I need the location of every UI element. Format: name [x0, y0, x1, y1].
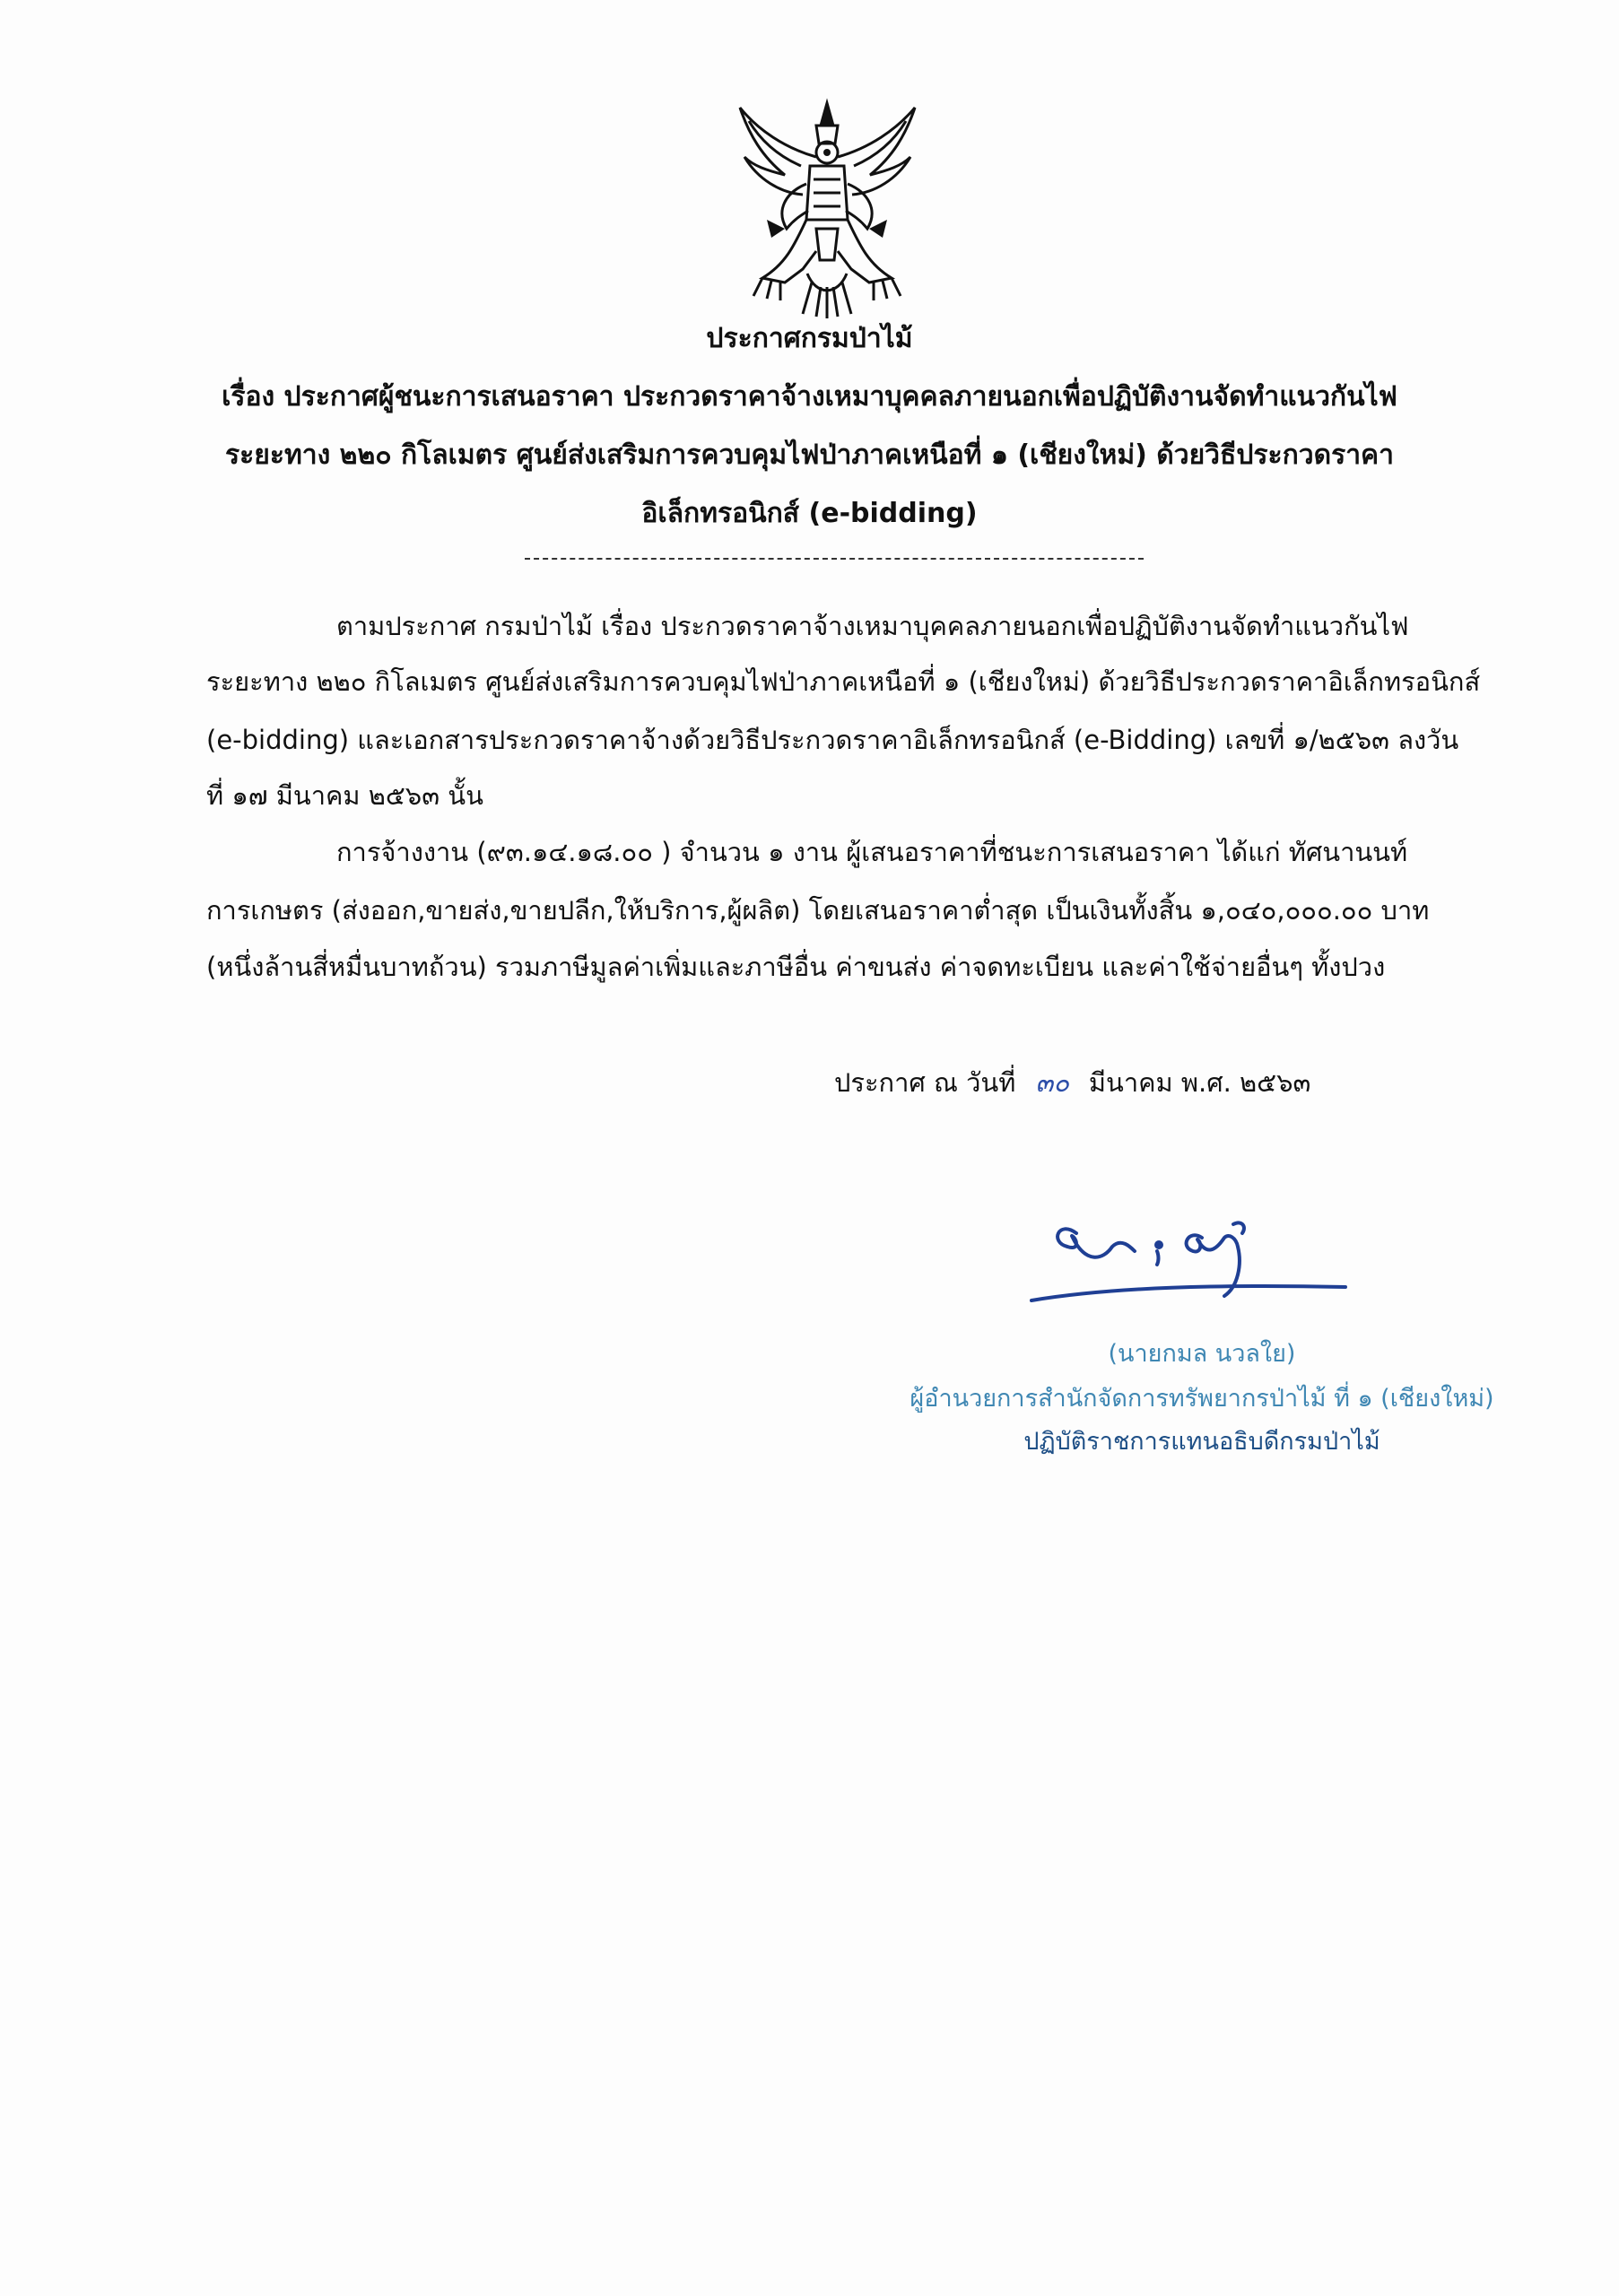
subject-line-3: อิเล็กทรอนิกส์ (e-bidding) [641, 498, 978, 529]
para1-line1: ตามประกาศ กรมป่าไม้ เรื่อง ประกวดราคาจ้างเหมาบุคคลภายนอกเพื่อปฏิบัติงานจัดทำแนวกันไฟ [336, 611, 1409, 641]
subject-line-1: เรื่อง ประกาศผู้ชนะการเสนอราคา ประกวดราคาจ้างเหมาบุคคลภายนอกเพื่อปฏิบัติงานจัดทำแนวกันไฟ [222, 381, 1397, 413]
date-suffix: มีนาคม พ.ศ. ๒๕๖๓ [1088, 1067, 1311, 1098]
para2-line1: การจ้างงาน (๙๓.๑๔.๑๘.๐๐ ) จำนวน ๑ งาน ผู้เสนอราคาที่ชนะการเสนอราคา ได้แก่ ทัศนานนท์ [336, 837, 1408, 867]
signatory-name: (นายกมล นวลใย) [1108, 1340, 1296, 1368]
agency-title: ประกาศกรมป่าไม้ [706, 323, 913, 354]
date-day: ๓๐ [1035, 1067, 1069, 1098]
garuda-emblem-icon [731, 94, 924, 318]
para1-line2: ระยะทาง ๒๒๐ กิโลเมตร ศูนย์ส่งเสริมการควบคุมไฟป่าภาคเหนือที่ ๑ (เชียงใหม่) ด้วยวิธีประกวดราคาอิเล็กทรอนิกส์ [206, 666, 1481, 697]
signatory-acting: ปฏิบัติราชการแทนอธิบดีกรมป่าไม้ [1023, 1428, 1380, 1456]
para2-line3: (หนึ่งล้านสี่หมื่นบาทถ้วน) รวมภาษีมูลค่าเพิ่มและภาษีอื่น ค่าขนส่ง ค่าจดทะเบียน และค่าใช้จ่ายอื่นๆ ทั้งปวง [206, 952, 1386, 982]
para2-line2: การเกษตร (ส่งออก,ขายส่ง,ขายปลีก,ให้บริการ,ผู้ผลิต) โดยเสนอราคาต่ำสุด เป็นเงินทั้งสิ้น ๑,๐๔๐,๐๐๐.๐๐ บาท [206, 895, 1430, 926]
subject-line-2: ระยะทาง ๒๒๐ กิโลเมตร ศูนย์ส่งเสริมการควบคุมไฟป่าภาคเหนือที่ ๑ (เชียงใหม่) ด้วยวิธีประกวดราคา [225, 439, 1394, 471]
announcement-date [834, 1065, 1310, 1100]
title-separator [525, 558, 1144, 560]
date-prefix: ประกาศ ณ วันที่ [834, 1067, 1016, 1098]
handwritten-signature-icon [1023, 1202, 1363, 1327]
signatory-position: ผู้อำนวยการสำนักจัดการทรัพยากรป่าไม้ ที่ ๑ (เชียงใหม่) [910, 1385, 1494, 1413]
para1-line3: (e-bidding) และเอกสารประกวดราคาจ้างด้วยวิธีประกวดราคาอิเล็กทรอนิกส์ (e-Bidding) เลขที่ ๑/๒๕๖๓ ลงวัน [206, 725, 1459, 755]
para1-line4: ที่ ๑๗ มีนาคม ๒๕๖๓ นั้น [206, 780, 483, 811]
